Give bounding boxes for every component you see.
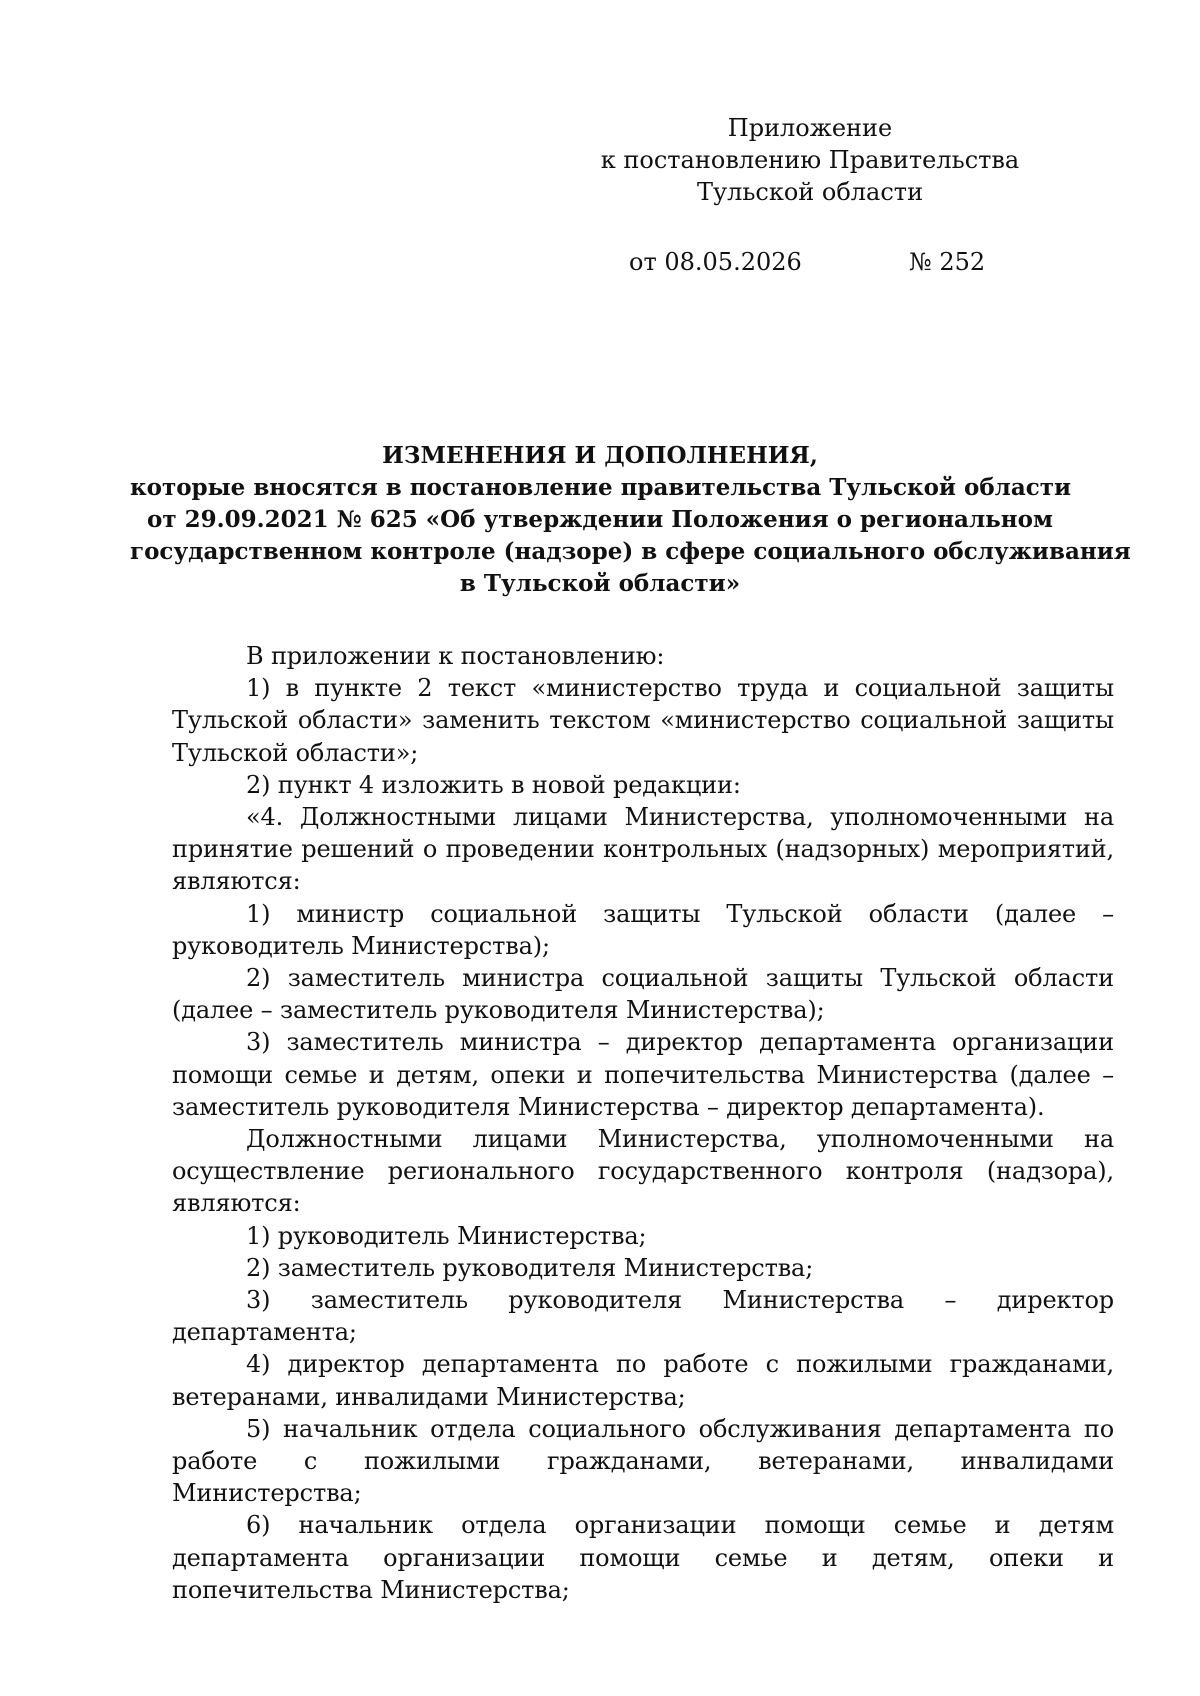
paragraph: 2) пункт 4 изложить в новой редакции: [246,770,741,799]
decree-number: № 252 [909,248,986,276]
paragraph: 3) заместитель министра – директор департамента организации помощи семье и детям, опеки и попечительства Министерства (далее – заместитель руководителя Министерства – директор департамента). [172,1028,1114,1121]
paragraph: «4. Должностными лицами Министерства, уполномоченными на принятие решений о проведении контрольных (надзорных) мероприятий, являются: [172,803,1114,896]
title-line-5: в Тульской области» [459,570,741,597]
title-line-3: от 29.09.2021 № 625 «Об утверждении Положения о региональном [147,506,1053,533]
title-line-2: которые вносятся в постановление правительства Тульской области [130,474,1072,501]
paragraph: 6) начальник отдела организации помощи семье и детям департамента организации помощи семье и детям, опеки и попечительства Министерства; [172,1511,1114,1604]
paragraph: Должностными лицами Министерства, уполномоченными на осуществление регионального государственного контроля (надзора), являются: [172,1125,1114,1218]
paragraph: 3) заместитель руководителя Министерства – директор департамента; [172,1286,1114,1347]
decree-date: от 08.05.2026 [629,248,802,276]
paragraph: В приложении к постановлению: [246,642,665,670]
document-title [130,440,1131,600]
paragraph: 5) начальник отдела социального обслуживания департамента по работе с пожилыми гражданами, ветеранами, инвалидами Министерства; [172,1414,1114,1508]
paragraph: 2) заместитель министра социальной защиты Тульской области (далее – заместитель руководителя Министерства); [172,964,1114,1025]
paragraph: 2) заместитель руководителя Министерства; [246,1253,814,1282]
appendix-line-1: Приложение [727,114,893,142]
paragraph: 1) руководитель Министерства; [246,1221,647,1250]
paragraph: 1) в пункте 2 текст «министерство труда и социальной защиты Тульской области» заменить текстом «министерство социальной защиты Тульской области»; [172,674,1114,767]
title-line-4: государственном контроле (надзоре) в сфере социального обслуживания [130,538,1131,565]
appendix-line-3: Тульской области [696,178,924,206]
paragraph: 4) директор департамента по работе с пожилыми гражданами, ветеранами, инвалидами Министерства; [172,1350,1114,1411]
appendix-header [590,112,1030,208]
paragraph: 1) министр социальной защиты Тульской области (далее – руководитель Министерства); [172,899,1114,960]
title-line-1: ИЗМЕНЕНИЯ И ДОПОЛНЕНИЯ, [382,442,818,469]
appendix-line-2: к постановлению Правительства [600,146,1020,174]
document-body [172,640,1114,1606]
